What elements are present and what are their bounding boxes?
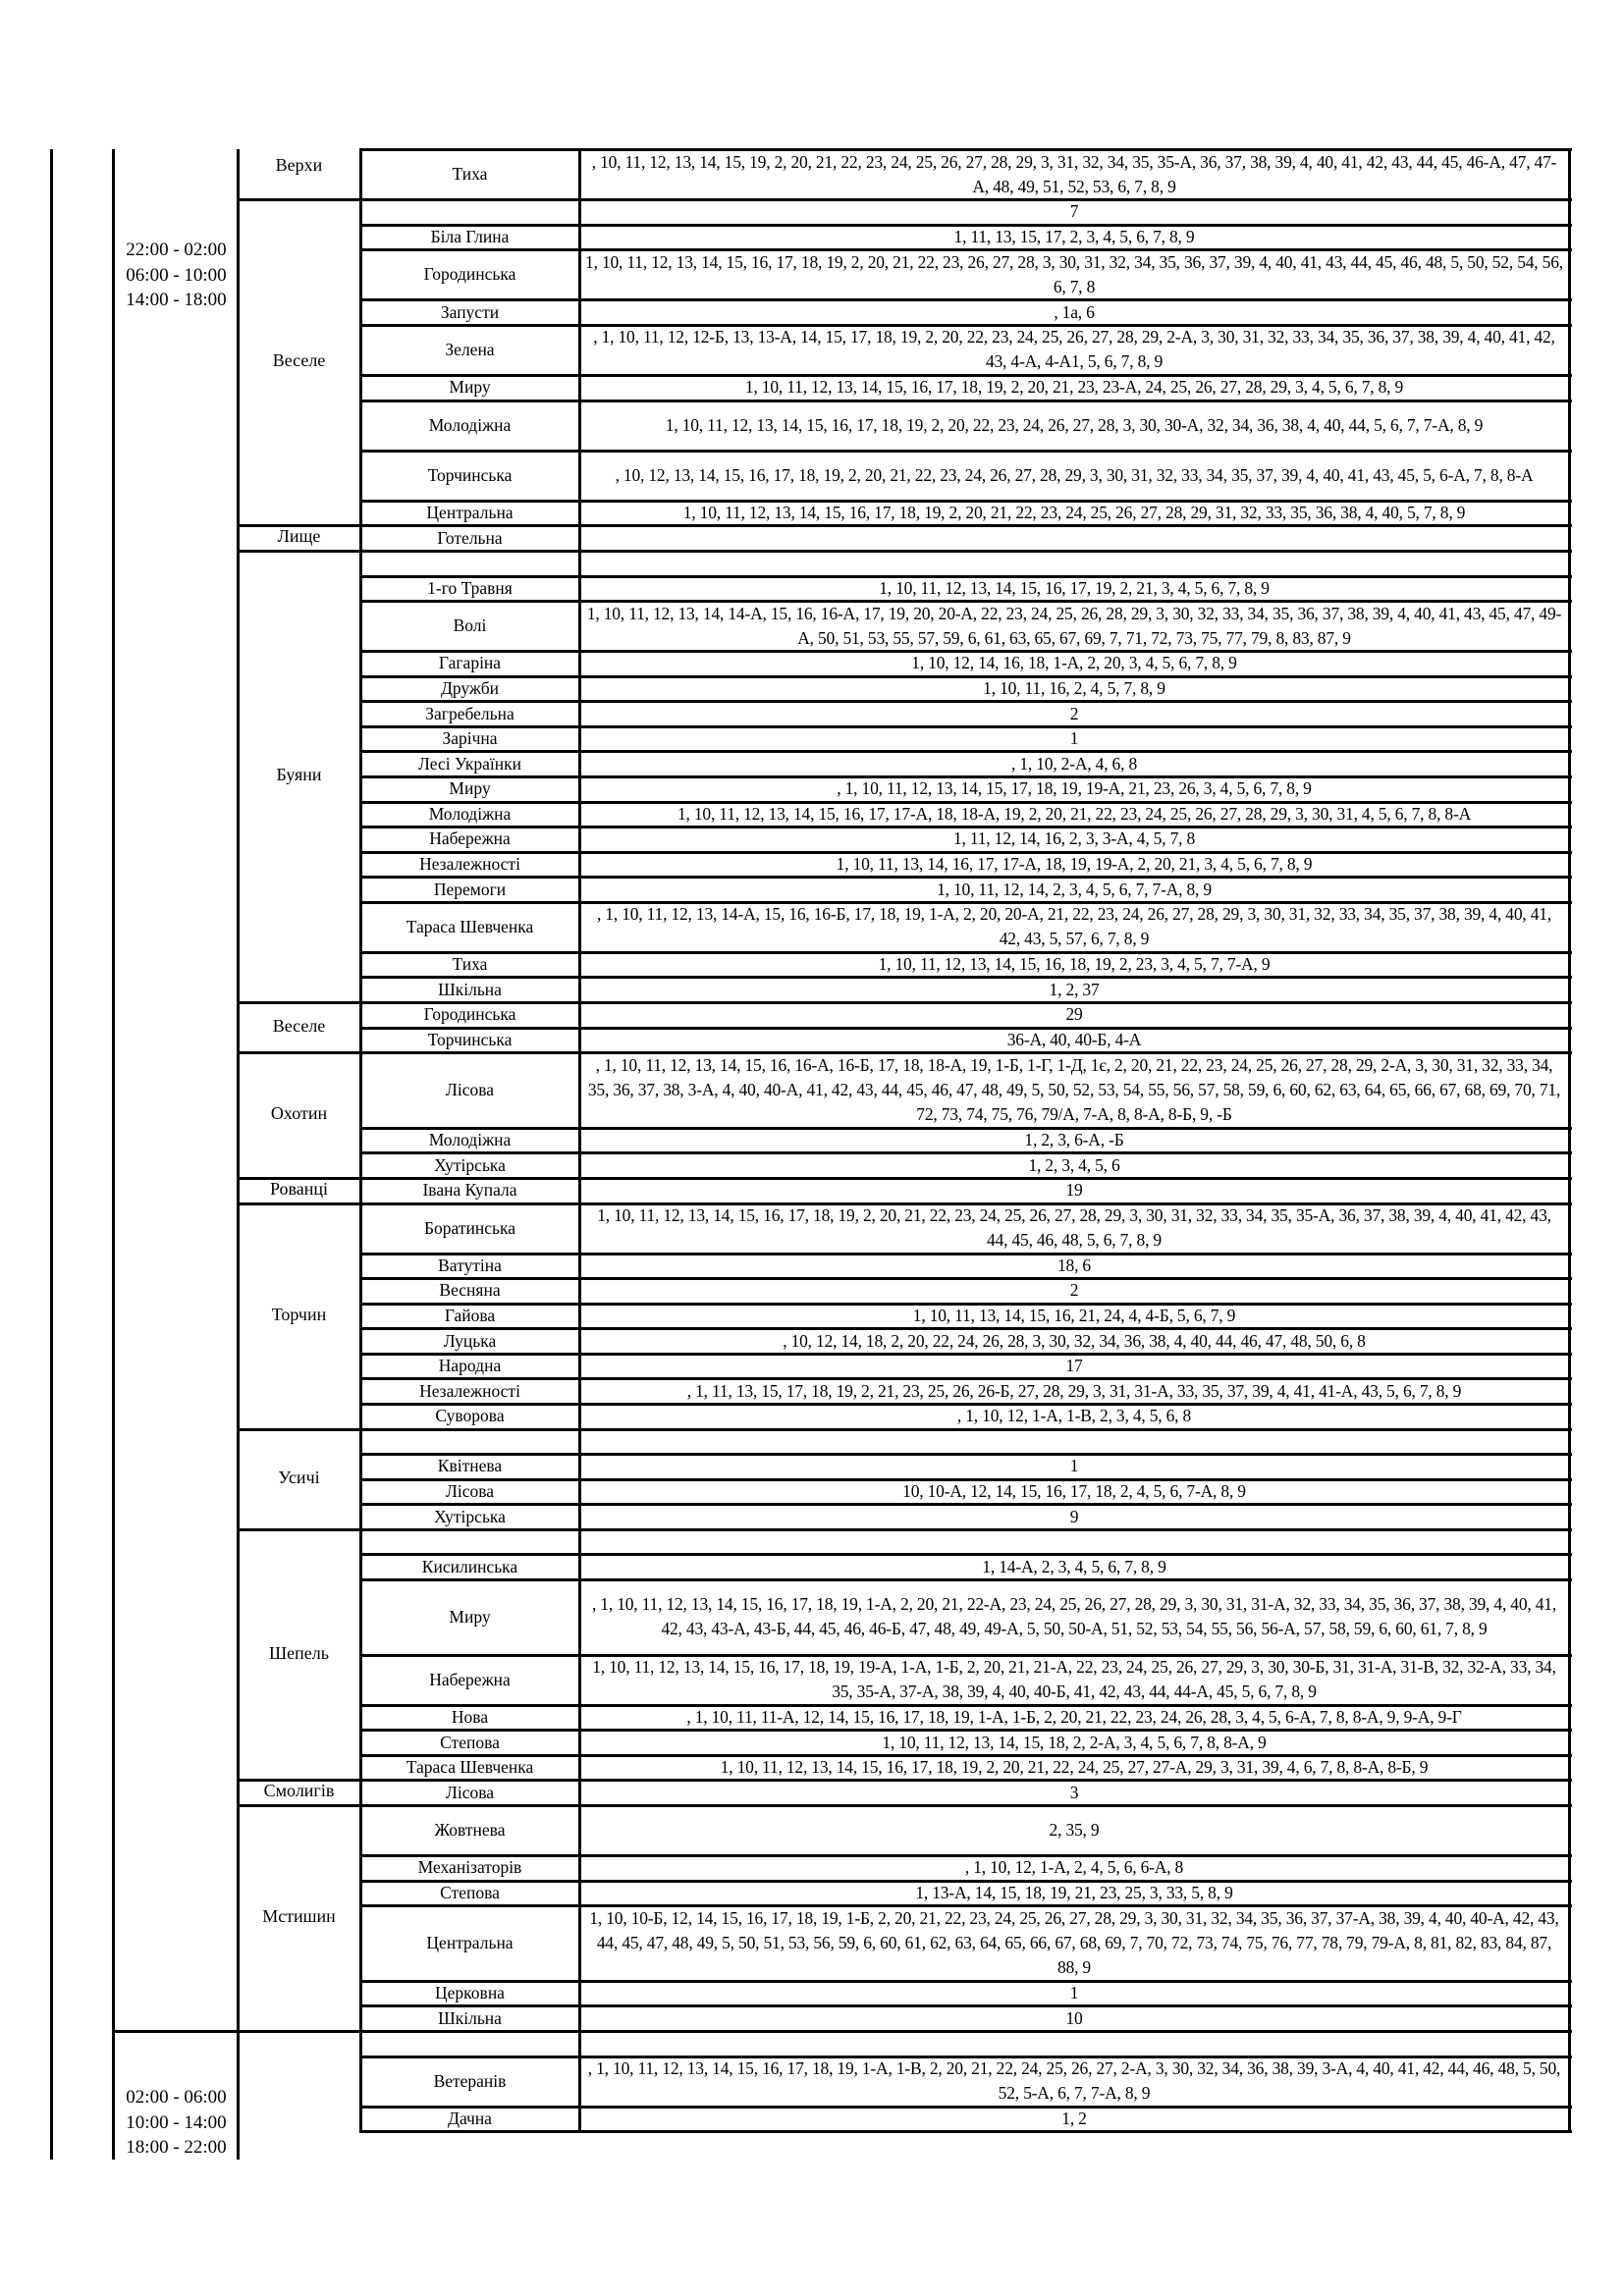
row-divider	[360, 2130, 1572, 2133]
village-name: Буяни	[276, 765, 322, 784]
street-name: Лісова	[445, 1079, 495, 1099]
street-name: Волі	[453, 615, 487, 636]
house-numbers	[579, 2031, 1569, 2056]
village-divider	[238, 1528, 360, 1531]
village-name: Усичі	[278, 1467, 320, 1487]
house-numbers: 3	[1069, 1782, 1079, 1802]
time-slot: 02:00 - 06:00	[126, 2087, 227, 2108]
street-name: Боратинська	[424, 1217, 515, 1238]
street-name: Тиха	[452, 164, 488, 185]
street-name: Тараса Шевченка	[406, 1757, 534, 1778]
village-name: Смолигів	[263, 1781, 335, 1801]
street-name: Гайова	[444, 1306, 496, 1326]
street-name: Церковна	[435, 1983, 505, 2003]
column-border	[578, 148, 581, 2133]
house-numbers: , 1, 10, 11, 12, 13, 14-А, 15, 16, 16-Б, 17, 18, 19, 1-А, 2, 20, 20-А, 21, 22, 23, 24, 26, 27, 28, 29, 3, 30, 31, 32, 33, 34, 35, 37, 38, 39, 4, 40, 41, 42, 43, 5, 57, 6, 7, 8, 9	[596, 904, 1552, 949]
house-numbers: 1, 13-А, 14, 15, 18, 19, 21, 23, 25, 3, 33, 5, 8, 9	[915, 1882, 1233, 1902]
house-numbers: , 1, 10, 11, 12, 12-Б, 13, 13-А, 14, 15, 17, 18, 19, 2, 20, 22, 23, 24, 25, 26, 27, 28, 29, 2-А, 3, 30, 31, 32, 33, 34, 35, 36, 37, 38, 39, 4, 40, 41, 42, 43, 4-А, 4-А1, 5, 6, 7, 8, 9	[593, 327, 1555, 372]
house-numbers: 29	[1065, 1004, 1083, 1025]
village-divider	[238, 1001, 360, 1004]
street-name: Зарічна	[442, 728, 498, 749]
house-numbers: 36-А, 40, 40-Б, 4-А	[1006, 1029, 1142, 1049]
house-numbers: , 10, 12, 14, 18, 2, 20, 22, 24, 26, 28, 3, 30, 32, 34, 36, 38, 4, 40, 44, 46, 47, 48, 50, 6, 8	[783, 1330, 1366, 1351]
street-name: Перемоги	[433, 879, 507, 899]
street-name: Лесі Українки	[418, 753, 521, 774]
house-numbers	[579, 525, 1569, 551]
street-name: Суворова	[435, 1406, 505, 1426]
village-name: Мстишин	[262, 1905, 336, 1926]
village-divider	[238, 1804, 360, 1807]
house-numbers: 2, 35, 9	[1049, 1820, 1100, 1840]
street-name: Тиха	[452, 954, 488, 975]
column-border	[112, 149, 115, 2160]
time-slot: 22:00 - 02:00	[126, 240, 227, 260]
street-name: Зелена	[445, 339, 495, 359]
house-numbers: 7	[1069, 201, 1079, 222]
house-numbers: 1, 14-А, 2, 3, 4, 5, 6, 7, 8, 9	[982, 1556, 1166, 1576]
street-name: Загребельна	[425, 703, 514, 723]
street-name: Шкільна	[438, 979, 502, 999]
village-name: Шепель	[269, 1642, 329, 1663]
street-name: Луцька	[443, 1330, 497, 1351]
column-border	[1568, 148, 1571, 2133]
street-name: Незалежності	[419, 853, 520, 874]
house-numbers: 2	[1069, 1280, 1079, 1301]
street-name: Весняна	[439, 1280, 501, 1301]
street-name: Хутірська	[434, 1154, 506, 1175]
street-name: Ветеранів	[433, 2070, 507, 2091]
street-name: Хутірська	[434, 1506, 506, 1526]
street-name: Городинська	[423, 264, 516, 285]
street-name: Молодіжна	[428, 1130, 512, 1150]
street-name	[360, 551, 579, 576]
street-name: Молодіжна	[428, 803, 512, 824]
street-name: Шкільна	[438, 2007, 502, 2028]
house-numbers: , 1, 10, 11, 11-А, 12, 14, 15, 16, 17, 18, 19, 1-А, 1-Б, 2, 20, 21, 22, 23, 24, 26, 28, 3, 4, 5, 6-А, 7, 8, 8-А, 9, 9-А, 9-Г	[686, 1706, 1462, 1727]
street-name	[360, 1429, 579, 1455]
house-numbers: 1, 2, 3, 6-А, -Б	[1024, 1130, 1124, 1150]
house-numbers: , 1, 11, 13, 15, 17, 18, 19, 2, 21, 23, 25, 26, 26-Б, 27, 28, 29, 3, 31, 31-А, 33, 35, 37, 39, 4, 41, 41-А, 43, 5, 6, 7, 8, 9	[686, 1380, 1462, 1401]
house-numbers: 9	[1069, 1506, 1079, 1526]
street-name: Центральна	[426, 1933, 514, 1953]
time-slots-group	[115, 2085, 238, 2161]
column-border	[237, 149, 240, 2160]
house-numbers: 1, 10, 10-Б, 12, 14, 15, 16, 17, 18, 19, 1-Б, 2, 20, 21, 22, 23, 24, 25, 26, 27, 28, 29, 3, 30, 31, 32, 34, 35, 36, 37, 37-А, 38, 39, 4, 40, 40-А, 42, 43, 44, 45, 47, 48, 49, 5, 50, 51, 53, 56, 59, 6, 60, 61, 62, 63, 64, 65, 66, 67, 68, 69, 7, 70, 72, 73, 74, 75, 76, 77, 78, 79, 79-А, 8, 81, 82, 83, 84, 87, 88, 9	[589, 1908, 1559, 1978]
house-numbers: , 1, 10, 12, 1-А, 1-В, 2, 3, 4, 5, 6, 8	[956, 1406, 1192, 1426]
house-numbers: , 1а, 6	[1054, 301, 1095, 322]
street-name: Набережна	[429, 1669, 511, 1689]
street-name: Жовтнева	[434, 1820, 506, 1840]
house-numbers: 1, 11, 13, 15, 17, 2, 3, 4, 5, 6, 7, 8, 9	[953, 226, 1195, 246]
house-numbers: , 1, 10, 11, 12, 13, 14, 15, 16, 17, 18, 19, 1-А, 2, 20, 21, 22-А, 23, 24, 25, 26, 27, 28, 29, 3, 30, 31, 31-А, 32, 33, 34, 35, 36, 37, 38, 39, 4, 40, 41, 42, 43, 43-А, 43-Б, 44, 45, 46, 46-Б, 47, 48, 49, 49-А, 5, 50, 50-А, 51, 52, 53, 54, 55, 56, 56-А, 57, 58, 59, 6, 60, 61, 7, 8, 9	[591, 1594, 1557, 1639]
time-slot: 06:00 - 10:00	[126, 264, 227, 286]
house-numbers: 1, 10, 11, 12, 13, 14, 15, 18, 2, 2-А, 3, 4, 5, 6, 7, 8, 8-А, 9	[882, 1732, 1267, 1752]
house-numbers: 1, 10, 11, 12, 13, 14, 15, 16, 17, 18, 19, 2, 20, 21, 22, 23, 26, 27, 28, 3, 30, 31, 32, 34, 35, 36, 37, 39, 4, 40, 41, 43, 44, 45, 46, 48, 5, 50, 52, 54, 56, 6, 7, 8	[585, 251, 1563, 296]
street-name: Миру	[449, 778, 491, 799]
street-name: Набережна	[429, 828, 511, 849]
house-numbers: 1, 2, 3, 4, 5, 6	[1028, 1154, 1120, 1175]
village-divider	[238, 550, 360, 553]
house-numbers: 1	[1069, 728, 1079, 749]
street-name: 1-го Травня	[427, 577, 513, 598]
house-numbers: 1, 10, 11, 12, 13, 14, 15, 16, 17, 19, 2, 21, 3, 4, 5, 6, 7, 8, 9	[879, 577, 1270, 598]
street-name: Механізаторів	[417, 1857, 522, 1878]
street-name: Центральна	[426, 503, 514, 523]
street-name	[360, 199, 579, 225]
street-name: Степова	[440, 1882, 500, 1902]
house-numbers: 1, 10, 11, 16, 2, 4, 5, 7, 8, 9	[983, 678, 1165, 699]
house-numbers: 1, 10, 11, 12, 13, 14, 15, 16, 17, 18, 19, 2, 20, 21, 22, 23, 24, 25, 26, 27, 28, 29, 3, 30, 31, 32, 33, 34, 35, 35-А, 36, 37, 38, 39, 4, 40, 41, 42, 43, 44, 45, 46, 48, 5, 6, 7, 8, 9	[597, 1205, 1551, 1251]
street-name	[360, 2031, 579, 2056]
village-name: Охотин	[270, 1103, 328, 1124]
street-name: Тараса Шевченка	[406, 916, 534, 936]
street-name: Біла Глина	[430, 226, 510, 246]
village-name: Лище	[277, 526, 321, 547]
house-numbers: 2	[1069, 703, 1079, 723]
house-numbers: , 1, 10, 2-А, 4, 6, 8	[1010, 753, 1138, 774]
street-name: Степова	[440, 1732, 500, 1752]
house-numbers: 19	[1065, 1180, 1083, 1201]
street-name: Ватутіна	[438, 1255, 502, 1275]
house-numbers: , 1, 10, 11, 12, 13, 14, 15, 16, 17, 18, 19, 1-А, 1-В, 2, 20, 21, 22, 24, 25, 26, 27, 2-А, 3, 30, 32, 34, 36, 38, 39, 3-А, 4, 40, 41, 42, 44, 46, 48, 5, 50, 52, 5-А, 6, 7, 7-А, 8, 9	[587, 2058, 1561, 2104]
street-name: Гагаріна	[438, 653, 502, 673]
house-numbers	[579, 1529, 1569, 1555]
house-numbers: 1, 10, 11, 13, 14, 15, 16, 21, 24, 4, 4-Б, 5, 6, 7, 9	[912, 1306, 1236, 1326]
street-name	[360, 1529, 579, 1555]
street-name: Івана Купала	[422, 1180, 517, 1201]
house-numbers: 1	[1069, 1456, 1079, 1476]
street-name: Дачна	[448, 2108, 492, 2128]
house-numbers	[579, 551, 1569, 576]
house-numbers: , 10, 12, 13, 14, 15, 16, 17, 18, 19, 2, 20, 21, 22, 23, 24, 26, 27, 28, 29, 3, 30, 31, 32, 33, 34, 35, 37, 39, 4, 40, 41, 43, 45, 5, 6-А, 7, 8, 8-А	[615, 464, 1534, 485]
street-name: Незалежності	[419, 1380, 520, 1401]
house-numbers: 18, 6	[1056, 1255, 1091, 1275]
house-numbers	[579, 1429, 1569, 1455]
house-numbers: , 1, 10, 11, 12, 13, 14, 15, 17, 18, 19, 19-А, 21, 23, 26, 3, 4, 5, 6, 7, 8, 9	[837, 778, 1312, 799]
street-name: Лісова	[445, 1782, 495, 1802]
village-divider	[238, 1202, 360, 1205]
street-name: Готельна	[437, 527, 503, 548]
street-name: Торчинська	[427, 464, 513, 485]
house-numbers: 10, 10-А, 12, 14, 15, 16, 17, 18, 2, 4, 5, 6, 7-А, 8, 9	[902, 1480, 1246, 1501]
house-numbers: 1, 10, 11, 12, 13, 14, 15, 16, 18, 19, 2, 23, 3, 4, 5, 7, 7-А, 9	[878, 954, 1271, 975]
house-numbers: 1, 10, 11, 13, 14, 16, 17, 17-А, 18, 19, 19-А, 2, 20, 21, 3, 4, 5, 6, 7, 8, 9	[836, 853, 1313, 874]
village-name: Рованці	[269, 1178, 329, 1199]
time-slot: 10:00 - 14:00	[126, 2111, 227, 2133]
village-name: Торчин	[271, 1304, 327, 1324]
house-numbers: , 10, 11, 12, 13, 14, 15, 19, 2, 20, 21, 22, 23, 24, 25, 26, 27, 28, 29, 3, 31, 32, 34, 35, 35-А, 36, 37, 38, 39, 4, 40, 41, 42, 43, 44, 45, 46-А, 47, 47-А, 48, 49, 51, 52, 53, 6, 7, 8, 9	[591, 151, 1557, 196]
column-border	[359, 148, 362, 2133]
street-name: Лісова	[445, 1480, 495, 1501]
time-slots-group	[115, 238, 238, 313]
house-numbers: , 1, 10, 12, 1-А, 2, 4, 5, 6, 6-А, 8	[964, 1857, 1184, 1878]
house-numbers: 10	[1065, 2007, 1083, 2028]
house-numbers: , 1, 10, 11, 12, 13, 14, 15, 16, 16-А, 16-Б, 17, 18, 18-А, 19, 1-Б, 1-Г, 1-Д, 1є, 2, 20, 21, 22, 23, 24, 25, 26, 27, 28, 29, 2-А, 3, 30, 31, 32, 33, 34, 35, 36, 37, 38, 3-А, 4, 40, 40-А, 41, 42, 43, 44, 45, 46, 47, 48, 49, 5, 50, 52, 53, 54, 55, 56, 57, 58, 59, 6, 60, 62, 63, 64, 65, 66, 67, 68, 69, 70, 71, 72, 73, 74, 75, 76, 79/А, 7-А, 8, 8-А, 8-Б, 9, -Б	[587, 1054, 1561, 1124]
street-name: Городинська	[423, 1004, 516, 1025]
street-name: Запусти	[440, 301, 500, 322]
column-border	[50, 149, 53, 2160]
street-name: Миру	[449, 377, 491, 398]
street-name: Нова	[451, 1706, 489, 1727]
house-numbers: 1, 10, 11, 12, 13, 14, 15, 16, 17, 18, 19, 19-А, 1-А, 1-Б, 2, 20, 21, 21-А, 22, 23, 24, 25, 26, 27, 29, 3, 30, 30-Б, 31, 31-А, 31-В, 32, 32-А, 33, 34, 35, 35-А, 37-А, 38, 39, 4, 40, 40-Б, 41, 42, 43, 44, 44-А, 45, 5, 6, 7, 8, 9	[592, 1657, 1556, 1702]
village-divider	[238, 198, 360, 201]
house-numbers: 1, 11, 12, 14, 16, 2, 3, 3-А, 4, 5, 7, 8	[952, 828, 1196, 849]
village-name: Веселе	[272, 1015, 326, 1036]
village-divider	[238, 1051, 360, 1054]
village-name: Веселе	[272, 350, 326, 371]
house-numbers: 1	[1069, 1983, 1079, 2003]
street-name: Народна	[438, 1356, 502, 1376]
time-slot: 18:00 - 22:00	[126, 2137, 227, 2158]
street-name: Миру	[449, 1606, 491, 1627]
house-numbers: 1, 2	[1061, 2108, 1087, 2128]
house-numbers: 17	[1065, 1356, 1083, 1376]
house-numbers: 1, 10, 12, 14, 16, 18, 1-А, 2, 20, 3, 4, 5, 6, 7, 8, 9	[911, 653, 1237, 673]
house-numbers: 1, 10, 11, 12, 13, 14, 15, 16, 17, 18, 19, 2, 20, 21, 23, 23-А, 24, 25, 26, 27, 28, 29, 3, 4, 5, 6, 7, 8, 9	[744, 377, 1404, 398]
street-name: Молодіжна	[428, 414, 512, 435]
time-slot: 14:00 - 18:00	[126, 290, 227, 310]
house-numbers: 1, 10, 11, 12, 13, 14, 15, 16, 17, 18, 19, 2, 20, 21, 22, 23, 24, 25, 26, 27, 28, 29, 31, 32, 33, 35, 36, 38, 4, 40, 5, 7, 8, 9	[682, 503, 1466, 523]
house-numbers: 1, 10, 11, 12, 13, 14, 15, 16, 17, 17-А, 18, 18-А, 19, 2, 20, 21, 22, 23, 24, 25, 26, 27, 28, 29, 3, 30, 31, 4, 5, 6, 7, 8, 8-А	[677, 803, 1472, 824]
street-name: Квітнева	[437, 1456, 503, 1476]
village-name: Верхи	[275, 155, 323, 175]
house-numbers: 1, 10, 11, 12, 14, 2, 3, 4, 5, 6, 7, 7-А, 8, 9	[937, 879, 1212, 899]
street-name: Кисилинська	[421, 1556, 518, 1576]
street-name: Дружби	[440, 678, 500, 699]
street-name: Торчинська	[427, 1029, 513, 1049]
house-numbers: 1, 10, 11, 12, 13, 14, 15, 16, 17, 18, 19, 2, 20, 22, 23, 24, 26, 27, 28, 3, 30, 30-А, 32, 34, 36, 38, 4, 40, 44, 5, 6, 7, 7-А, 8, 9	[665, 414, 1484, 435]
house-numbers: 1, 10, 11, 12, 13, 14, 15, 16, 17, 18, 19, 2, 20, 21, 22, 24, 25, 27, 27-А, 29, 3, 31, 39, 4, 6, 7, 8, 8-А, 8-Б, 9	[720, 1757, 1429, 1778]
village-divider	[238, 1428, 360, 1431]
house-numbers: 1, 2, 37	[1049, 979, 1100, 999]
house-numbers: 1, 10, 11, 12, 13, 14, 14-А, 15, 16, 16-А, 17, 19, 20, 20-А, 22, 23, 24, 25, 26, 28, 29, 3, 30, 32, 33, 34, 35, 36, 37, 38, 39, 4, 40, 41, 43, 45, 47, 49-А, 50, 51, 53, 55, 57, 59, 6, 61, 63, 65, 67, 69, 7, 71, 72, 73, 75, 77, 79, 8, 83, 87, 9	[586, 603, 1562, 648]
